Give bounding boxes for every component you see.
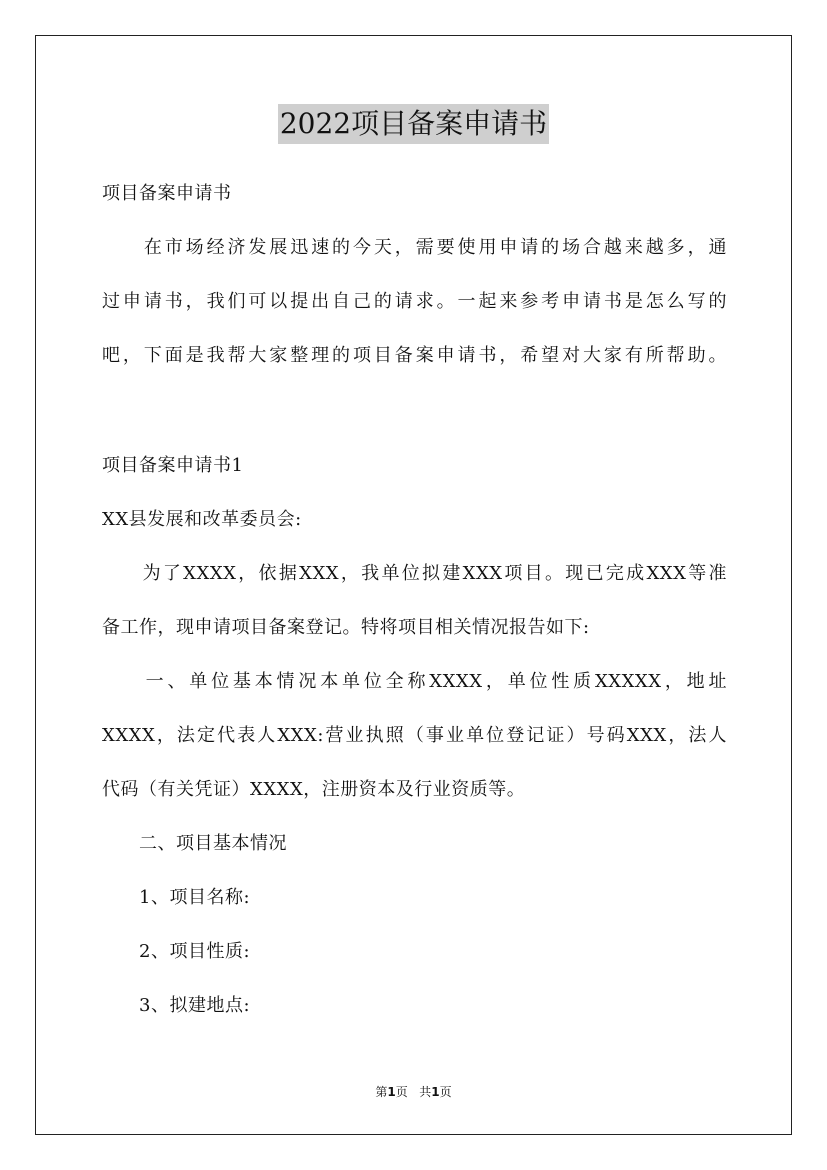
intro-line-2: 过申请书，我们可以提出自己的请求。一起来参考申请书是怎么写的 xyxy=(102,291,727,312)
document-title xyxy=(0,103,827,144)
intro-line-1: 在市场经济发展迅速的今天，需要使用申请的场合越来越多，通 xyxy=(102,237,727,258)
document-title-text: 2022项目备案申请书 xyxy=(278,104,549,144)
addressee: XX县发展和改革委员会: xyxy=(102,509,302,530)
intro-line-3: 吧，下面是我帮大家整理的项目备案申请书，希望对大家有所帮助。 xyxy=(102,345,727,366)
footer-page-number: 1 xyxy=(387,1085,396,1099)
item-project-location: 3、拟建地点: xyxy=(102,995,251,1016)
item-project-nature: 2、项目性质: xyxy=(102,941,251,962)
body-line-3: 一、单位基本情况本单位全称XXXX，单位性质XXXXX，地址 xyxy=(102,671,727,692)
section-two-heading: 二、项目基本情况 xyxy=(102,833,287,854)
body-line-1: 为了XXXX，依据XXX，我单位拟建XXX项目。现已完成XXX等准 xyxy=(102,563,727,584)
body-line-4: XXXX，法定代表人XXX:营业执照（事业单位登记证）号码XXX，法人 xyxy=(102,725,727,746)
body-line-5: 代码（有关凭证）XXXX，注册资本及行业资质等。 xyxy=(102,779,526,800)
section-heading: 项目备案申请书1 xyxy=(102,455,244,476)
footer-total-pages: 1 xyxy=(431,1085,440,1099)
page-footer xyxy=(0,1083,827,1101)
footer-page-unit: 页 xyxy=(395,1085,408,1099)
footer-total-prefix: 共 xyxy=(419,1085,432,1099)
document-subtitle: 项目备案申请书 xyxy=(102,183,232,204)
footer-prefix: 第 xyxy=(375,1085,388,1099)
footer-total-unit: 页 xyxy=(439,1085,452,1099)
body-line-2: 备工作，现申请项目备案登记。特将项目相关情况报告如下: xyxy=(102,617,590,638)
item-project-name: 1、项目名称: xyxy=(102,887,251,908)
